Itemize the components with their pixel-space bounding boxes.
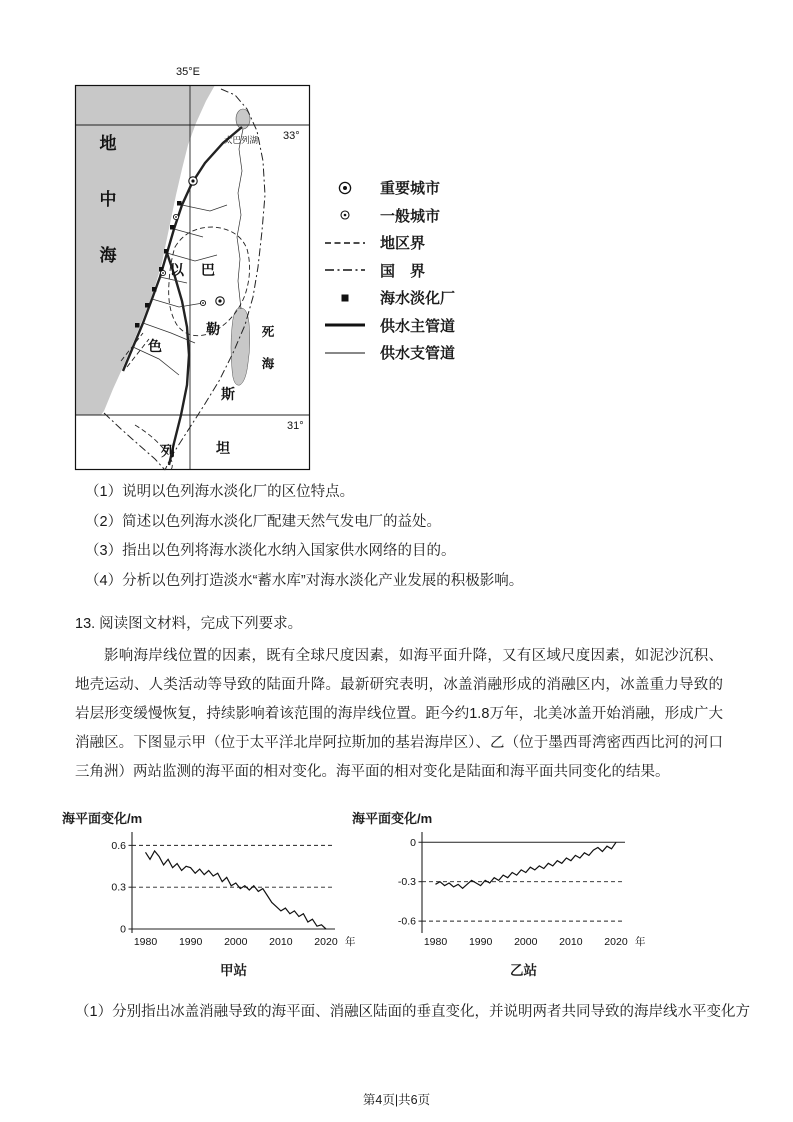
question12-part1: （1）说明以色列海水淡化厂的区位特点。 xyxy=(85,484,355,500)
legend-label: 一般城市 xyxy=(380,207,441,225)
dead-sea-shape xyxy=(231,308,250,385)
country-char-se: 色 xyxy=(148,338,162,354)
jordan-river xyxy=(237,129,243,309)
svg-text:2020: 2020 xyxy=(604,936,628,948)
svg-text:2000: 2000 xyxy=(514,936,538,948)
sea-level-chart-yi xyxy=(350,829,646,954)
desalination-plant-icon xyxy=(322,292,368,304)
legend-label: 海水淡化厂 xyxy=(380,290,456,308)
question12-parts xyxy=(85,478,730,596)
chart-station-label: 甲站 xyxy=(220,963,247,978)
sea-label-char: 中 xyxy=(99,190,117,209)
svg-text:0: 0 xyxy=(120,923,126,936)
israel-map-figure xyxy=(75,58,310,475)
svg-text:0.6: 0.6 xyxy=(111,839,126,852)
legend-label: 重要城市 xyxy=(380,180,441,198)
dead-sea-label-char: 海 xyxy=(261,357,275,371)
lake-label: 太巴列湖 xyxy=(223,135,259,145)
svg-text:年: 年 xyxy=(344,936,356,948)
legend-item-ordinary-city xyxy=(322,202,512,230)
branch-pipeline xyxy=(174,229,203,237)
question13-sub1: （1）分别指出冰盖消融导致的海平面、消融区陆面的垂直变化，并说明两者共同导致的海岸线水平变化方 xyxy=(75,1004,751,1020)
lat-33-label: 33° xyxy=(283,130,300,142)
important-city-icon xyxy=(322,180,368,196)
branch-pipeline xyxy=(152,299,203,307)
lat-31-label: 31° xyxy=(287,420,304,432)
chart-station-jia xyxy=(60,808,356,979)
svg-text:0: 0 xyxy=(410,836,416,849)
charts-row xyxy=(0,808,793,983)
region-boundary-icon xyxy=(322,240,368,246)
sea-label-char: 海 xyxy=(99,246,117,265)
branch-pipeline xyxy=(167,253,217,261)
legend-label: 地区界 xyxy=(380,235,426,253)
svg-text:2000: 2000 xyxy=(224,936,248,948)
main-pipeline-icon xyxy=(322,322,368,328)
chart-station-label: 乙站 xyxy=(510,963,537,978)
svg-text:1980: 1980 xyxy=(133,936,158,948)
country-char-le: 勒 xyxy=(206,321,220,337)
sea-level-chart-jia xyxy=(60,829,356,954)
svg-text:-0.3: -0.3 xyxy=(397,876,416,889)
chart-title: 海平面变化/m xyxy=(62,811,143,826)
country-char-lie: 列 xyxy=(161,443,175,459)
legend-item-main-pipeline xyxy=(322,312,512,340)
important-city-marker xyxy=(189,177,224,305)
legend-item-region-boundary xyxy=(322,229,512,257)
branch-pipeline-icon xyxy=(322,350,368,356)
svg-text:1990: 1990 xyxy=(178,936,203,948)
national-boundary-southwest xyxy=(104,413,165,470)
branch-pipeline xyxy=(182,205,227,211)
legend-item-national-boundary xyxy=(322,257,512,285)
legend-label: 供水主管道 xyxy=(380,317,456,335)
svg-text:2020: 2020 xyxy=(314,936,338,948)
legend-label: 供水支管道 xyxy=(380,345,456,363)
legend-item-important-city xyxy=(322,174,512,202)
map-legend xyxy=(322,174,512,367)
sea-label-char: 地 xyxy=(99,134,117,153)
svg-text:年: 年 xyxy=(634,936,646,948)
chart-station-yi xyxy=(350,808,646,979)
svg-text:-0.6: -0.6 xyxy=(397,915,416,928)
legend-label: 国 界 xyxy=(380,262,426,280)
svg-text:1990: 1990 xyxy=(468,936,493,948)
ordinary-city-icon xyxy=(322,208,368,222)
question12-part3: （3）指出以色列将海水淡化水纳入国家供水网络的目的。 xyxy=(85,543,456,559)
svg-text:2010: 2010 xyxy=(269,936,293,948)
country-char-ba: 巴 xyxy=(201,262,215,278)
svg-text:1980: 1980 xyxy=(423,936,448,948)
mediterranean-sea xyxy=(75,85,215,415)
dead-sea-label-char: 死 xyxy=(261,325,275,339)
svg-text:0.3: 0.3 xyxy=(111,881,126,894)
legend-item-desalination-plant xyxy=(322,284,512,312)
question13-paragraph: 影响海岸线位置的因素，既有全球尺度因素，如海平面升降，又有区域尺度因素，如泥沙沉积、地壳运动、人类活动等导致的陆面升降。最新研究表明，冰盖消融形成的消融区内，冰盖重力导致的岩层形变缓慢恢复，持续影响着该范围的海岸线位置。距今约1.8万年，北美冰盖开始消融，形成广大消融区。下图显示甲（位于太平洋北岸阿拉斯加的基岩海岸区）、乙（位于墨西哥湾密西西比河的河口三角洲）两站监测的海平面的相对变化。海平面的相对变化是陆面和海平面共同变化的结果。 xyxy=(75,648,723,780)
svg-text:2010: 2010 xyxy=(559,936,583,948)
question12-part4: （4）分析以色列打造淡水“蓄水库”对海水淡化产业发展的积极影响。 xyxy=(85,572,524,589)
main-pipeline-south xyxy=(167,253,189,465)
page-footer: 第4页|共6页 xyxy=(362,1093,431,1107)
country-char-yi: 以 xyxy=(170,262,184,278)
meridian-label: 35°E xyxy=(176,66,200,78)
question13-heading: 13. 阅读图文材料，完成下列要求。 xyxy=(75,616,303,632)
legend-item-branch-pipeline xyxy=(322,339,512,367)
chart-title: 海平面变化/m xyxy=(352,811,433,826)
country-char-tan: 坦 xyxy=(216,440,230,456)
country-char-si: 斯 xyxy=(221,386,235,402)
israel-map xyxy=(75,58,310,470)
national-boundary-icon xyxy=(322,267,368,273)
question12-part2: （2）简述以色列海水淡化厂配建天然气发电厂的益处。 xyxy=(85,513,442,530)
